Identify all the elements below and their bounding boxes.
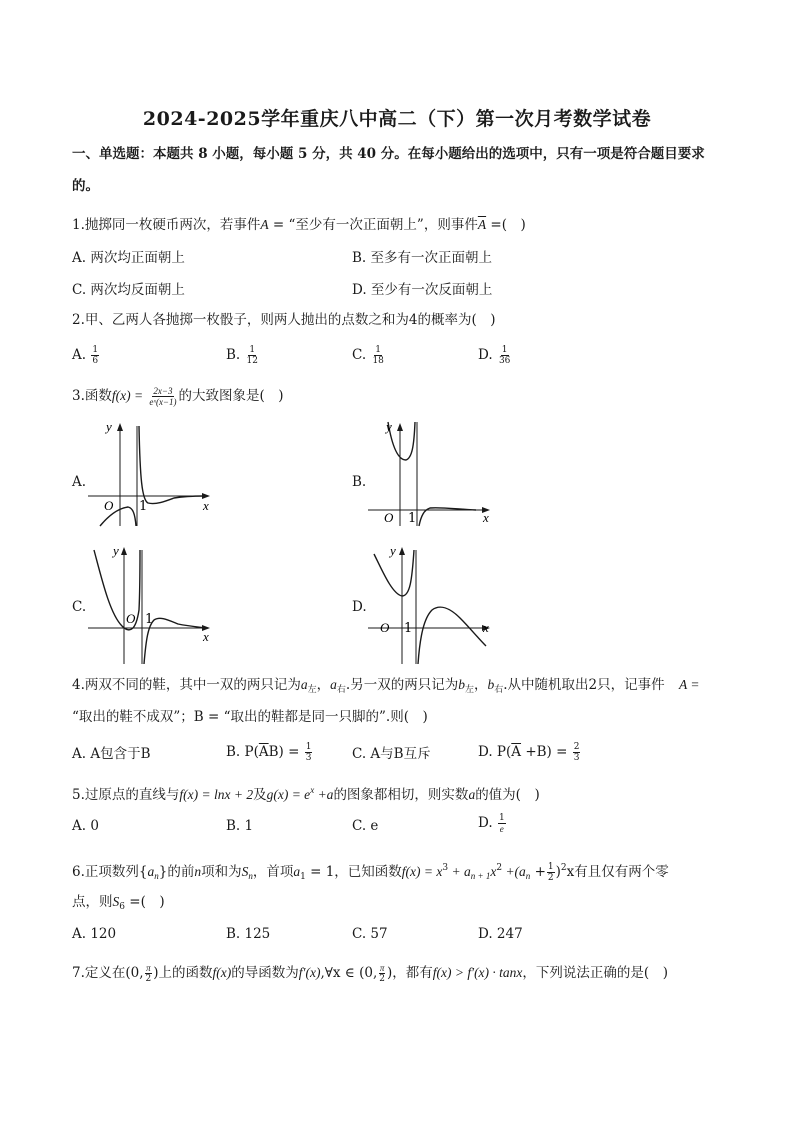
graph-a-label[interactable]: A. [72,474,87,490]
question-1-option-c[interactable]: C. 两次均反面朝上 [72,282,185,298]
question-4-option-c[interactable]: C. A与B互斥 [352,746,431,762]
graph-d-x: x [483,620,489,635]
question-1-option-a[interactable]: A. 两次均正面朝上 [72,250,185,266]
graph-d-one: 1 [404,621,413,636]
question-5-option-a[interactable]: A. 0 [72,818,99,834]
question-3-stem: 3.函数f(x) = $\frac{2x-3}{\text{eˣ(x−1)}}$ 的大致图象是( ) [72,386,284,407]
question-6-option-a[interactable]: A. 120 [72,926,117,942]
question-6-line2: 点，则$S_6$ =( ) [72,894,165,912]
graph-a-x: x [203,498,209,513]
graph-c-x: x [203,629,209,644]
graph-d-origin: O [380,620,390,635]
question-2-option-d[interactable]: D. $\frac{1}{36}$ [478,345,511,366]
section-heading-cont: 的。 [72,178,99,194]
question-7-stem: 7.定义在(0, $\frac{\pi}{2}$ )上的函数f(x)的导函数为f′(x),∀x ∈ (0, $\frac{\pi}{2}$ )，都有f(x) > f′(x) · tanx，下列说法正确的是( ) [72,963,668,984]
graph-b-x: x [483,510,489,525]
question-2-option-a[interactable]: A. $\frac{1}{6}$ [72,345,99,366]
graph-c-y: y [113,543,119,558]
question-5-option-b[interactable]: B. 1 [226,818,254,834]
graph-d-label[interactable]: D. [352,599,367,615]
graph-b-y: y [386,419,392,434]
question-4-line1: 4.两双不同的鞋，其中一双的两只记为$a_左$，$a_右$.另一双的两只记为$b_左$，$b_右$.从中随机取出2只，记事件 [72,677,665,695]
graph-d[interactable] [366,540,496,666]
question-6-option-c[interactable]: C. 57 [352,926,388,942]
question-4-option-b[interactable]: B. $P(\overline{A}B)$ = $\frac{1}{3}$ [226,742,312,763]
question-5-option-c[interactable]: C. e [352,818,379,834]
question-4-option-d[interactable]: D. $P(\overline{A} +B)$ = $\frac{2}{3}$ [478,742,580,763]
question-5-option-d[interactable]: D. $\frac{1}{e}$ [478,813,505,834]
graph-a-origin: O [104,498,114,513]
question-4-option-a[interactable]: A. A包含于B [72,746,151,762]
question-6-option-d[interactable]: D. 247 [478,926,523,942]
graph-c-origin: O [126,611,136,626]
graph-b[interactable] [366,418,496,528]
graph-a-one: 1 [139,499,148,514]
question-2-stem: 2.甲、乙两人各抛掷一枚骰子，则两人抛出的点数之和为4的概率为( ) [72,312,496,328]
question-4-event-a: A = [679,677,700,692]
graph-a-y: y [106,419,112,434]
question-5-stem: 5.过原点的直线与f(x) = lnx + 2及$g(x) = e^x +a$的图象都相切，则实数a的值为( ) [72,785,540,803]
graph-a[interactable] [86,418,216,528]
question-2-option-b[interactable]: B. $\frac{1}{12}$ [226,345,258,366]
page-title: 2024-2025学年重庆八中高二（下）第一次月考数学试卷 [142,108,652,130]
graph-b-one: 1 [408,511,417,526]
graph-c-label[interactable]: C. [72,599,87,615]
graph-c[interactable] [86,540,216,666]
question-1-option-b[interactable]: B. 至多有一次正面朝上 [352,250,493,266]
graph-d-y: y [390,543,396,558]
graph-c-one: 1 [145,612,154,627]
section-heading: 一、单选题：本题共 8 小题，每小题 5 分，共 40 分。在每小题给出的选项中，只有一项是符合题目要求 [72,146,705,162]
question-4-line2: “取出的鞋不成双”；B = “取出的鞋都是同一只脚的”.则( ) [72,709,428,725]
question-6-option-b[interactable]: B. 125 [226,926,271,942]
question-6-line1: 6.正项数列$\{a_n\}$的前n项和为$S_n$，首项$a_1 = 1$，已知函数$f(x) = x^3 + a_{n + 1}x^2 +(a_n$ + $\frac{1}{2}$ )$^2$x有且仅有两个零 [72,862,669,883]
question-1-option-d[interactable]: D. 至少有一次反面朝上 [352,282,493,298]
question-2-option-c[interactable]: C. $\frac{1}{18}$ [352,345,384,366]
graph-b-label[interactable]: B. [352,474,367,490]
graph-b-origin: O [384,510,394,525]
question-1-stem: 1.抛掷同一枚硬币两次，若事件A = “至少有一次正面朝上”，则事件$\overline{A}$ =( ) [72,217,526,233]
